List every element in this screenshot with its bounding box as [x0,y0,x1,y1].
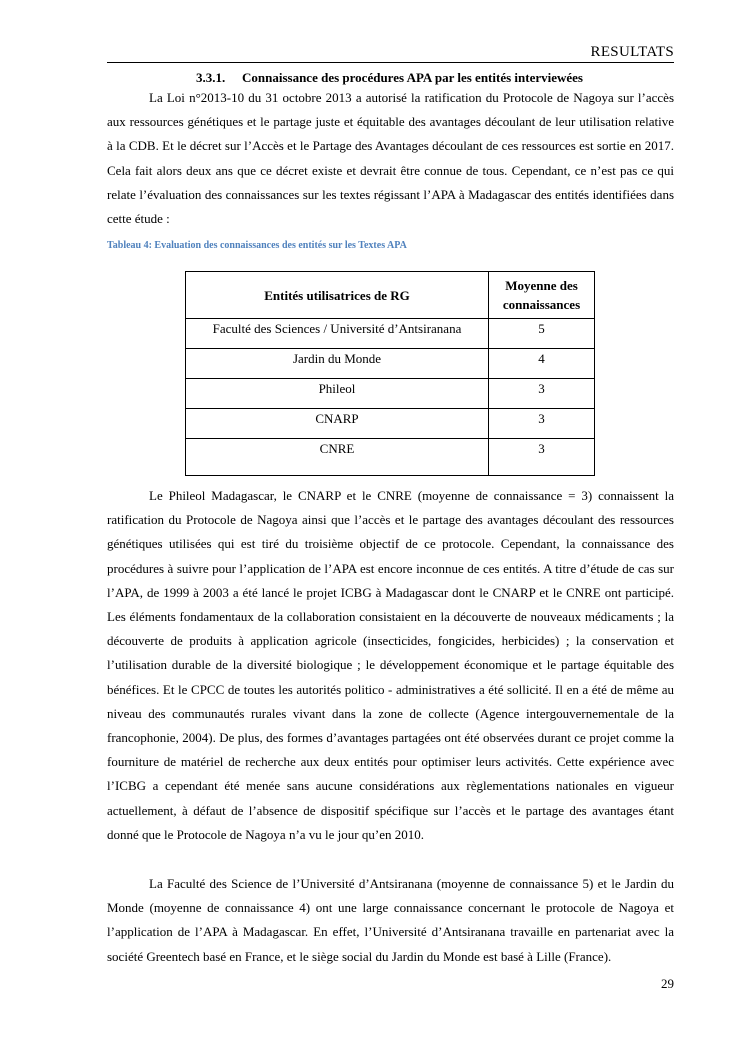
cell-entity: CNARP [186,409,489,439]
paragraph-intro: La Loi n°2013-10 du 31 octobre 2013 a autorisé la ratification du Protocole de Nagoya sur l’accès aux ressources génétiques et le partage juste et équitable des avantages découlant de leur utilisation relative à la CDB. Et le décret sur l’Accès et le Partage des Avantages découlant de ces ressources est sortie en 2017. Cela fait alors deux ans que ce décret existe et devrait être connue de tous. Cependant, ce n’est pas ce qui relate l’évaluation des connaissances sur les textes régissant l’APA à Madagascar des entités identifiées dans cette étude : [107,90,674,227]
page-number: 29 [661,976,674,991]
table-row [186,439,595,476]
cell-entity: CNRE [186,439,489,476]
section-number: 3.3.1. [196,70,226,85]
cell-entity: Faculté des Sciences / Université d’Antsiranana [186,319,489,349]
running-header: RESULTATS [107,44,674,63]
table-header-row [186,272,595,319]
cell-entity: Jardin du Monde [186,349,489,379]
cell-score: 3 [489,379,595,409]
cell-entity: Phileol [186,379,489,409]
table-row [186,409,595,439]
header-average: Moyenne des connaissances [489,272,595,319]
cell-score: 4 [489,349,595,379]
section-title: Connaissance des procédures APA par les entités interviewées [242,70,583,85]
cell-score: 5 [489,319,595,349]
table-row [186,379,595,409]
paragraph-conclusion: La Faculté des Science de l’Université d’Antsiranana (moyenne de connaissance 5) et le Jardin du Monde (moyenne de connaissance 4) ont une large connaissance concernant le protocole de Nagoya et l’application de l’APA à Madagascar. En effet, l’Université d’Antsiranana travaille en partenariat avec la société Greentech basé en France, et le siège social du Jardin du Monde est basé à Lille (France). [107,876,674,964]
header-entities: Entités utilisatrices de RG [186,272,489,319]
table-row [186,349,595,379]
table-row [186,319,595,349]
cell-score: 3 [489,439,595,476]
cell-score: 3 [489,409,595,439]
knowledge-table [185,271,595,476]
table-caption: Tableau 4: Evaluation des connaissances des entités sur les Textes APA [107,240,407,251]
paragraph-discussion: Le Phileol Madagascar, le CNARP et le CNRE (moyenne de connaissance = 3) connaissent la ratification du Protocole de Nagoya ainsi que l’accès et le partage des avantages découlant des ressources génétiques utilisées qui est tiré du troisième objectif de ce protocole. Cependant, la connaissance des procédures à suivre pour l’application de l’APA est encore inconnue de ces entités. A titre d’étude de cas sur l’APA, de 1999 à 2003 a été lancé le projet ICBG à Madagascar dont le CNARP et le CNRE ont participé. Les éléments fondamentaux de la collaboration consistaient en la découverte de nouveaux médicaments ; la découverte de produits à application agricole (insecticides, fongicides, herbicides) ; la conservation et l’utilisation durable de la diversité biologique ; le développement économique et le partage équitable des bénéfices. Et le CPCC de toutes les autorités politico - administratives a été sollicité. Il en a été de même au niveau des communautés rurales vivant dans la zone de collecte (Agence intergouvernementale de la francophonie, 2004). De plus, des formes d’avantages partagées ont été observées durant ce projet comme la fourniture de matériel de recherche aux deux entités pour optimiser leurs activités. Cette expérience avec l’ICBG a cependant été menée sans aucune considérations aux règlementations nationales en vigueur actuellement, à défaut de l’absence de dispositif spécifique sur l’accès et le partage des avantages étant donné que le Protocole de Nagoya n’a vu le jour qu’en 2010. [107,488,674,842]
section-heading [196,70,583,86]
